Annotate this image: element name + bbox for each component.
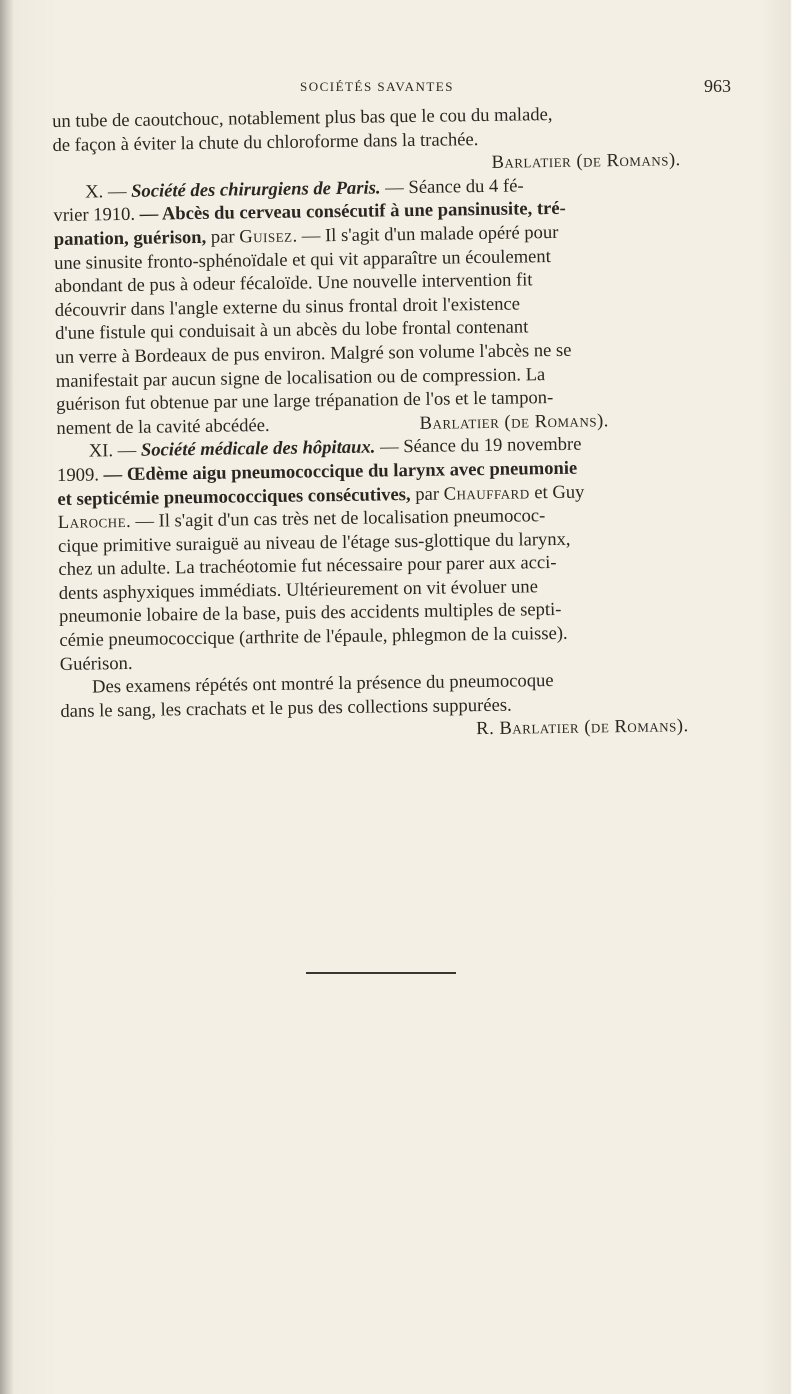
page-header [0,76,800,100]
article-title: — Œdème aigu pneumococcique du larynx avec pneumonie [98,457,578,486]
text-line: une sinusite fronto-sphénoïdale et qui vit apparaître un écoulement [53,245,551,274]
author-name: Guisez [239,225,293,248]
text-line: d'une fistule qui conduisait à un abcès du lobe frontal contenant [54,316,529,345]
text-line: guérison fut obtenue par une large trépanation de l'os et le tampon- [55,387,554,416]
session-date: — Séance du 4 fé- [380,175,524,199]
by-word: par [410,483,444,505]
text-line: dans le sang, les crachats et le pus des collections suppurées. [60,694,512,722]
author-signature: R. Barlatier (de Romans). [476,715,689,740]
text-line: abondant de pus à odeur fécaloïde. Une nouvelle intervention fit [54,269,533,298]
section-xi [57,430,769,747]
section-number: XI. — [88,440,142,462]
author-signature: Barlatier (de Romans). [491,149,681,174]
author-signature: Barlatier (de Romans). [419,409,609,434]
text-line: Des examens répétés ont montré la présence du pneumocoque [91,670,554,698]
page-body [52,100,769,747]
text-line: découvrir dans l'angle externe du sinus frontal droit l'existence [54,293,521,321]
text-line: un tube de caoutchouc, notablement plus bas que le cou du malade, [52,104,553,132]
running-title: SOCIÉTÉS SAVANTES [300,79,454,94]
society-name: Société des chirurgiens de Paris. [130,177,381,202]
text-line: manifestait par aucun signe de localisation ou de compression. La [55,363,546,392]
section-number: X. — [84,180,132,203]
text-run: . — Il s'agit d'un malade opéré pour [292,221,559,247]
session-date: — Séance du 19 novembre [375,433,582,458]
text-line: dents asphyxiques immédiats. Ultérieurement on vit évoluer une [58,576,539,604]
text-run: et Guy [529,481,585,503]
society-name: Société médicale des hôpitaux. [140,436,376,462]
text-line: chez un adulte. La trachéotomie fut nécessaire pour parer aux acci- [58,552,557,581]
paragraph-continuation [52,100,761,181]
article-title: — Abcès du cerveau consécutif à une pansinusite, tré- [134,198,566,226]
author-name: Laroche [57,511,127,534]
session-year: 1909. [56,464,100,486]
session-year: vrier 1910. [53,204,136,227]
text-line: de façon à éviter la chute du chloroforme dans la trachée. [52,128,479,156]
author-name: Chauffard [443,481,530,505]
text-run: nement de la cavité abcédée. [56,414,270,439]
page-number: 963 [704,76,731,96]
by-word: par [206,226,240,248]
text-line: cique primitive suraiguë au niveau de l'étage sus-glottique du larynx, [57,528,571,557]
section-divider [306,972,456,974]
text-line: Guérison. [59,652,133,675]
text-line: pneumonie lobaire de la base, puis des accidents multiples de septi- [58,599,562,628]
article-title-cont: panation, guérison, [53,226,207,250]
section-x [53,171,765,440]
text-run: . — Il s'agit d'un cas très net de localisation pneumococ- [125,505,546,533]
text-line: cémie pneumococcique (arthrite de l'épaule, phlegmon de la cuisse). [59,622,568,652]
article-title-cont: et septicémie pneumococciques consécutives, [57,483,411,510]
text-line: un verre à Bordeaux de pus environ. Malgré son volume l'abcès ne se [55,339,572,368]
